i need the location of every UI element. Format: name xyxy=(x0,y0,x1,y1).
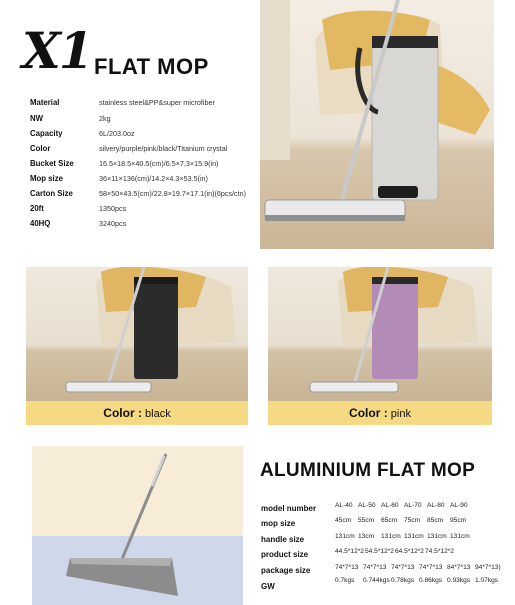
table-cell: 74.5*12*2 xyxy=(425,548,454,555)
color-label: Color : xyxy=(103,406,142,420)
mop-bucket-illustration xyxy=(260,0,494,249)
color-label: Color : xyxy=(349,406,388,420)
spec-value: stainless steel&PP&super microfiber xyxy=(99,98,215,107)
pink-bucket-illustration xyxy=(268,267,492,402)
table-cell: AL-90 xyxy=(450,502,468,509)
table-cell: 0.86kgs xyxy=(419,577,443,584)
table-cell: 13cm xyxy=(358,533,375,540)
table-cell: 131cm xyxy=(404,533,424,540)
spec-label: package size xyxy=(261,566,311,575)
spec-key: NW xyxy=(30,114,43,123)
spec-value: silvery/purple/pink/black/Titanium crystal xyxy=(99,144,228,153)
table-cell: 54.5*12*2 xyxy=(365,548,394,555)
spec-value: 3240pcs xyxy=(99,219,127,228)
table-cell: 84*7*13 xyxy=(447,564,471,571)
table-cell: 0.78kgs xyxy=(391,577,415,584)
spec-value: 1350pcs xyxy=(99,204,127,213)
spec-value: 36×11×136(cm)/14.2×4.3×53.5(in) xyxy=(99,174,208,183)
spec-label: handle size xyxy=(261,535,305,544)
color-value: black xyxy=(145,408,171,420)
spec-key: Bucket Size xyxy=(30,159,74,168)
table-cell: 95cm xyxy=(450,517,467,524)
table-cell: 74*7*13 xyxy=(419,564,443,571)
table-cell: 75cm xyxy=(404,517,421,524)
spec-key: 40HQ xyxy=(30,219,51,228)
black-bucket-illustration xyxy=(26,267,248,402)
product-logo-x1: X1 xyxy=(22,21,92,80)
main-product-photo xyxy=(260,0,494,249)
spec-key: Mop size xyxy=(30,174,63,183)
table-cell: AL-60 xyxy=(381,502,399,509)
table-cell: 0.7kgs xyxy=(335,577,355,584)
spec-value: 16.5×18.5×40.5(cm)/6.5×7.3×15.9(in) xyxy=(99,159,219,168)
table-cell: 74*7*13 xyxy=(335,564,359,571)
spec-key: Capacity xyxy=(30,129,63,138)
spec-key: Color xyxy=(30,144,51,153)
variant-photo-black xyxy=(26,267,248,402)
table-cell: 45cm xyxy=(335,517,352,524)
table-cell: 44.5*12*2 xyxy=(335,548,364,555)
spec-label: product size xyxy=(261,550,309,559)
table-cell: 85cm xyxy=(427,517,444,524)
table-cell: 74*7*13 xyxy=(363,564,387,571)
spec-label: model number xyxy=(261,504,317,513)
spec-label: mop size xyxy=(261,519,296,528)
aluminium-mop-photo xyxy=(32,446,243,605)
table-cell: 0.744kgs xyxy=(363,577,390,584)
table-cell: AL-70 xyxy=(404,502,422,509)
table-cell: 74*7*13 xyxy=(391,564,415,571)
variant-color-label-pink xyxy=(268,401,492,425)
spec-key: Material xyxy=(30,98,60,107)
spec-value: 2kg xyxy=(99,114,111,123)
variant-photo-pink xyxy=(268,267,492,402)
color-value: pink xyxy=(390,408,411,420)
table-cell: 131cm xyxy=(335,533,355,540)
product-title: FLAT MOP xyxy=(94,54,209,79)
variant-color-label-black xyxy=(26,401,248,425)
table-cell: AL-80 xyxy=(427,502,445,509)
table-cell: 64.5*12*2 xyxy=(395,548,424,555)
table-cell: 131cm xyxy=(427,533,447,540)
spec-value: 58×50×43.5(cm)/22.8×19.7×17.1(in)(6pcs/ctn) xyxy=(99,189,247,198)
spec-key: 20ft xyxy=(30,204,44,213)
aluminium-mop-illustration xyxy=(32,446,243,605)
table-cell: 131cm xyxy=(381,533,401,540)
table-cell: 1.07kgs xyxy=(475,577,499,584)
table-cell: AL-50 xyxy=(358,502,376,509)
table-cell: AL-40 xyxy=(335,502,353,509)
spec-label: GW xyxy=(261,582,275,591)
table-cell: 55cm xyxy=(358,517,375,524)
aluminium-title: ALUMINIUM FLAT MOP xyxy=(260,460,476,481)
spec-value: 6L/203.0oz xyxy=(99,129,135,138)
table-cell: 131cm xyxy=(450,533,470,540)
table-cell: 65cm xyxy=(381,517,398,524)
spec-key: Carton Size xyxy=(30,189,73,198)
table-cell: 94*7*13) xyxy=(475,564,501,571)
table-cell: 0.93kgs xyxy=(447,577,471,584)
